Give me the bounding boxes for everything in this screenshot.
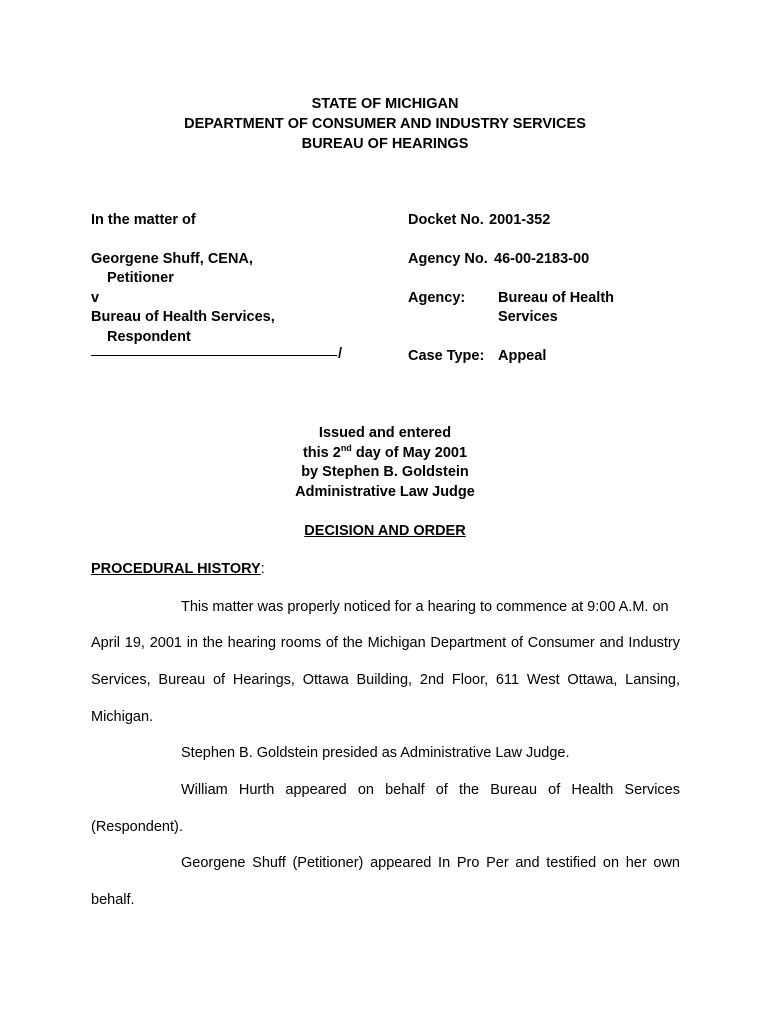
agency-label: Agency: xyxy=(408,290,466,306)
caption-slash: / xyxy=(338,346,343,362)
body-p1-line2: April 19, 2001 in the hearing rooms of the Michigan Department of Consumer and Industry xyxy=(91,635,680,651)
header-state: STATE OF MICHIGAN xyxy=(311,96,459,112)
header-department: DEPARTMENT OF CONSUMER AND INDUSTRY SERVICES xyxy=(184,116,586,132)
procedural-history-heading xyxy=(91,559,265,579)
decision-title: DECISION AND ORDER xyxy=(304,523,466,539)
body-p4-line2: behalf. xyxy=(91,892,135,908)
issued-line2-sup: nd xyxy=(340,442,352,453)
docket-label: Docket No. xyxy=(408,212,484,228)
issued-line4: Administrative Law Judge xyxy=(295,483,475,500)
header-bureau: BUREAU OF HEARINGS xyxy=(301,136,469,152)
agency-no-label: Agency No. xyxy=(408,251,488,267)
issued-line1: Issued and entered xyxy=(318,425,452,441)
body-p3-line1: William Hurth appeared on behalf of the Bureau of Health Services xyxy=(181,782,680,798)
respondent-name: Bureau of Health Services, xyxy=(91,309,275,325)
versus: v xyxy=(91,290,100,306)
issued-block xyxy=(0,424,770,502)
body-p1-line4: Michigan. xyxy=(91,709,154,725)
petitioner-role: Petitioner xyxy=(107,270,174,286)
caption-signature-line xyxy=(91,355,337,356)
petitioner-name: Georgene Shuff, CENA, xyxy=(91,251,253,267)
body-p2: Stephen B. Goldstein presided as Administrative Law Judge. xyxy=(181,745,570,761)
agency-no-value: 46-00-2183-00 xyxy=(494,251,590,267)
procedural-heading-text: PROCEDURAL HISTORY xyxy=(91,561,261,577)
agency-value-line2: Services xyxy=(498,309,558,325)
body-p3-line2: (Respondent). xyxy=(91,819,183,835)
body-p1-line1: This matter was properly noticed for a hearing to commence at 9:00 A.M. on xyxy=(181,599,669,615)
issued-line3: by Stephen B. Goldstein xyxy=(301,464,469,480)
agency-value-line1: Bureau of Health xyxy=(498,290,615,306)
body-p4-line1: Georgene Shuff (Petitioner) appeared In Pro Per and testified on her own xyxy=(181,855,680,871)
issued-line2 xyxy=(0,444,770,464)
case-type-label: Case Type: xyxy=(408,348,485,364)
in-the-matter-of: In the matter of xyxy=(91,212,196,228)
document-header xyxy=(0,94,770,154)
issued-line2-post: day of May 2001 xyxy=(351,444,468,461)
case-type-value: Appeal xyxy=(498,348,547,364)
docket-value: 2001-352 xyxy=(489,212,551,228)
issued-line2-pre: this 2 xyxy=(302,444,341,461)
respondent-role: Respondent xyxy=(107,329,191,345)
body-p1-line3: Services, Bureau of Hearings, Ottawa Building, 2nd Floor, 611 West Ottawa, Lansing, xyxy=(91,672,680,688)
procedural-heading-colon: : xyxy=(260,561,265,577)
